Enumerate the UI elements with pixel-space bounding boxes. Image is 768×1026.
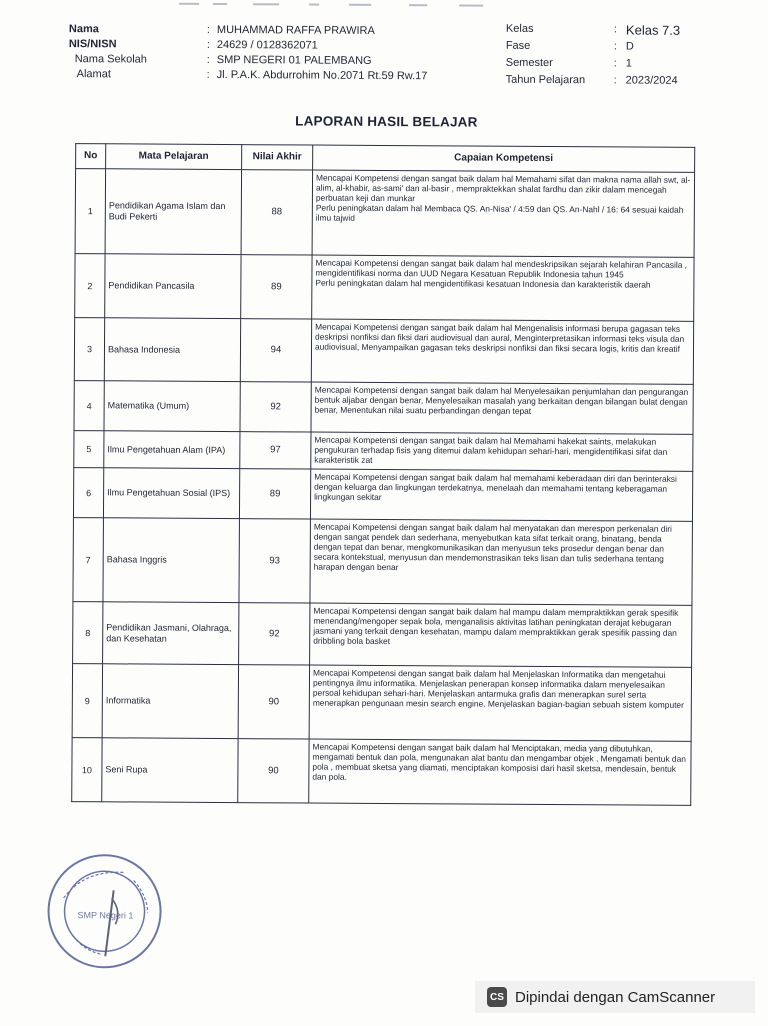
- cell-no: 9: [72, 664, 102, 738]
- cell-competency: Mencapai Kompetensi dengan sangat baik dalam hal Memahami sifat dan makna nama allah swt, al-alim, al-khabir, as-sami' dan al-basir , mempraktekkan shalat fardhu dan zikir dalam mencegah perbuatan keji dan munkar Perlu peningkatan dalam hal Membaca QS. An-Nisa' / 4:59 dan QS. An-Nahl / 16: 64 sesuai kaidah ilmu tajwid: [312, 170, 695, 257]
- cell-competency: Mencapai Kompetensi dengan sangat baik dalam hal Memahami hakekat saints, melakukan pengukuran terhadap fisis yang ditemui dalam kehidupan sehari-hari, mengidentifikasi sifat dan karakteristik zat: [311, 432, 693, 471]
- cell-grade: 92: [239, 603, 310, 665]
- label-nama: Nama: [69, 22, 99, 37]
- value-alamat: Jl. P.A.K. Abdurrohim No.2071 Rt.59 Rw.17: [217, 68, 428, 84]
- table-header-row: [76, 144, 695, 173]
- table-row: [74, 431, 693, 472]
- camscanner-label: Dipindai dengan CamScanner: [515, 989, 715, 1006]
- label-fase: Fase: [506, 38, 531, 55]
- table-row: [75, 254, 694, 322]
- cell-subject: Pendidikan Agama Islam dan Budi Pekerti: [105, 169, 242, 255]
- table-row: [75, 169, 695, 258]
- cell-no: 3: [74, 318, 104, 381]
- table-row: [72, 738, 691, 806]
- cell-competency: Mencapai Kompetensi dengan sangat baik dalam hal memahami keberadaan diri dan berinteraksi dengan keluarga dan lingkungan terdekatnya, menelaah dan memahami tentang keberagaman lingkungan sekitar: [310, 469, 692, 521]
- stamp-text: SMP Negeri 1: [78, 910, 134, 920]
- grades-table-body: [72, 169, 695, 806]
- table-row: [73, 518, 693, 606]
- cell-no: 8: [73, 602, 103, 664]
- value-sekolah: SMP NEGERI 01 PALEMBANG: [217, 53, 372, 69]
- label-tahun: Tahun Pelajaran: [506, 72, 586, 89]
- cell-subject: Pendidikan Jasmani, Olahraga, dan Kesehatan: [103, 602, 239, 665]
- cell-competency: Mencapai Kompetensi dengan sangat baik dalam hal Mengenalisis informasi berupa gagasan teks deskripsi nonfiksi dan fiksi dari audiovisual dan aural, Menginterpretasikan informasi teks visula dan audiovisual, Menyampaikan gagasan teks deskripsi nonfiksi dan fiksi secara logis, kritis dan kreatif: [311, 319, 693, 384]
- cell-subject: Ilmu Pengetahuan Alam (IPA): [104, 431, 240, 469]
- cell-grade: 90: [238, 665, 309, 739]
- cell-subject: Pendidikan Pancasila: [105, 254, 241, 319]
- school-stamp: [43, 850, 166, 973]
- scan-edge-marks: [173, 1, 493, 9]
- cell-no: 10: [72, 738, 102, 802]
- value-kelas: Kelas 7.3: [626, 21, 680, 38]
- cell-subject: Bahasa Inggris: [103, 518, 240, 603]
- label-alamat: Alamat: [77, 67, 111, 82]
- cell-competency: Mencapai Kompetensi dengan sangat baik dalam hal Menjelaskan Informatika dan mengetahui pentingnya ilmu informatika. Menjelaskan penerapan konsep informatika dalam menyelesaikan persoal kehidupan sehari-hari. Menjelaskan antarmuka grafis dan menerapkan surel serta menerapkan pengunaan mesin search engine. Menjelaskan bagian-bagian sebuah sistem komputer: [309, 665, 691, 741]
- cell-grade: 92: [240, 382, 311, 432]
- cell-no: 6: [73, 468, 103, 518]
- grades-table: [71, 143, 695, 806]
- cell-competency: Mencapai Kompetensi dengan sangat baik dalam hal mampu dalam mempraktikkan gerak spesifik menendang/mengoper sepak bola, menganalisis aktivitas latihan peningkatan derajat kebugaran jasmani yang terkait dengan kesehatan, mampu dalam mempraktikkan gerak spesifik passing dan dribbling bola basket: [310, 603, 692, 667]
- camscanner-badge: [475, 981, 755, 1013]
- value-fase: D: [626, 38, 634, 55]
- cell-subject: Matematika (Umum): [104, 381, 240, 432]
- label-sekolah: Nama Sekolah: [75, 52, 147, 67]
- cell-no: 7: [73, 518, 104, 602]
- cell-grade: 97: [240, 432, 311, 469]
- report-title: LAPORAN HASIL BELAJAR: [2, 112, 768, 132]
- cell-grade: 93: [239, 519, 311, 603]
- cell-no: 5: [74, 431, 104, 468]
- cell-subject: Ilmu Pengetahuan Sosial (IPS): [103, 468, 239, 519]
- cell-competency: Mencapai Kompetensi dengan sangat baik dalam hal menyatakan dan merespon perkenalan diri dengan sangat pendek dan sederhana, menyebutkan kata sifat terkait orang, binatang, benda dengan tepat dan benar, mengkomunikasikan dan menyusun teks prosedur dengan benar dan secara kontekstual, menyusun dan mendemonstrasikan teks lisan dan tulis sederhana tentang harapan dengan benar: [310, 519, 693, 605]
- cell-no: 1: [75, 169, 106, 254]
- camscanner-logo-icon: CS: [487, 987, 507, 1007]
- table-row: [74, 381, 693, 435]
- value-nama: MUHAMMAD RAFFA PRAWIRA: [217, 23, 375, 39]
- cell-no: 4: [74, 381, 104, 431]
- value-semester: 1: [626, 55, 632, 72]
- cell-grade: 90: [238, 739, 309, 803]
- cell-competency: Mencapai Kompetensi dengan sangat baik dalam hal mendeskripsikan sejarah kelahiran Pancasila , mengidentifikasi norma dan UUD Negara Kesatuan Republik Indonesia tahun 1945 Perlu peningkatan dalam hal mengidentifikasi kesatuan Indonesia dan karakteristik daerah: [312, 255, 694, 321]
- cell-subject: Informatika: [102, 664, 238, 739]
- header-subject: Mata Pelajaran: [106, 144, 242, 170]
- cell-grade: 94: [240, 319, 311, 382]
- cell-grade: 89: [241, 255, 312, 319]
- header-no: No: [76, 144, 106, 169]
- header-grade: Nilai Akhir: [242, 145, 313, 170]
- cell-grade: 89: [239, 469, 310, 519]
- table-row: [72, 664, 691, 742]
- cell-subject: Seni Rupa: [102, 738, 238, 803]
- table-row: [73, 468, 692, 522]
- cell-subject: Bahasa Indonesia: [104, 318, 240, 382]
- label-kelas: Kelas: [506, 21, 534, 38]
- cell-no: 2: [75, 254, 105, 318]
- label-semester: Semester: [506, 55, 553, 72]
- value-tahun: 2023/2024: [626, 72, 678, 89]
- cell-competency: Mencapai Kompetensi dengan sangat baik dalam hal Menyelesaikan penjumlahan dan pengurangan bentuk aljabar dengan benar, Menyelesaikan masalah yang berkaitan dengan bilangan bulat dengan benar, Menentukan nilai suatu perbandingan dengan tepat: [311, 382, 693, 434]
- cell-competency: Mencapai Kompetensi dengan sangat baik dalam hal Menciptakan, media yang dibutuhkan, mengamati bentuk dan pola, mengunakan alat bantu dan mengambar objek , Mengamati bentuk dan pola , membuat sketsa yang diamati, menciptakan komposisi dari hasil sketsa, mendesain, bentuk dan pola.: [309, 739, 691, 805]
- header-competency: Capaian Kompetensi: [313, 145, 695, 172]
- table-row: [74, 318, 693, 385]
- cell-grade: 88: [241, 170, 313, 255]
- label-nis: NIS/NISN: [69, 37, 117, 52]
- value-nis: 24629 / 0128362071: [217, 38, 318, 54]
- table-row: [73, 602, 692, 668]
